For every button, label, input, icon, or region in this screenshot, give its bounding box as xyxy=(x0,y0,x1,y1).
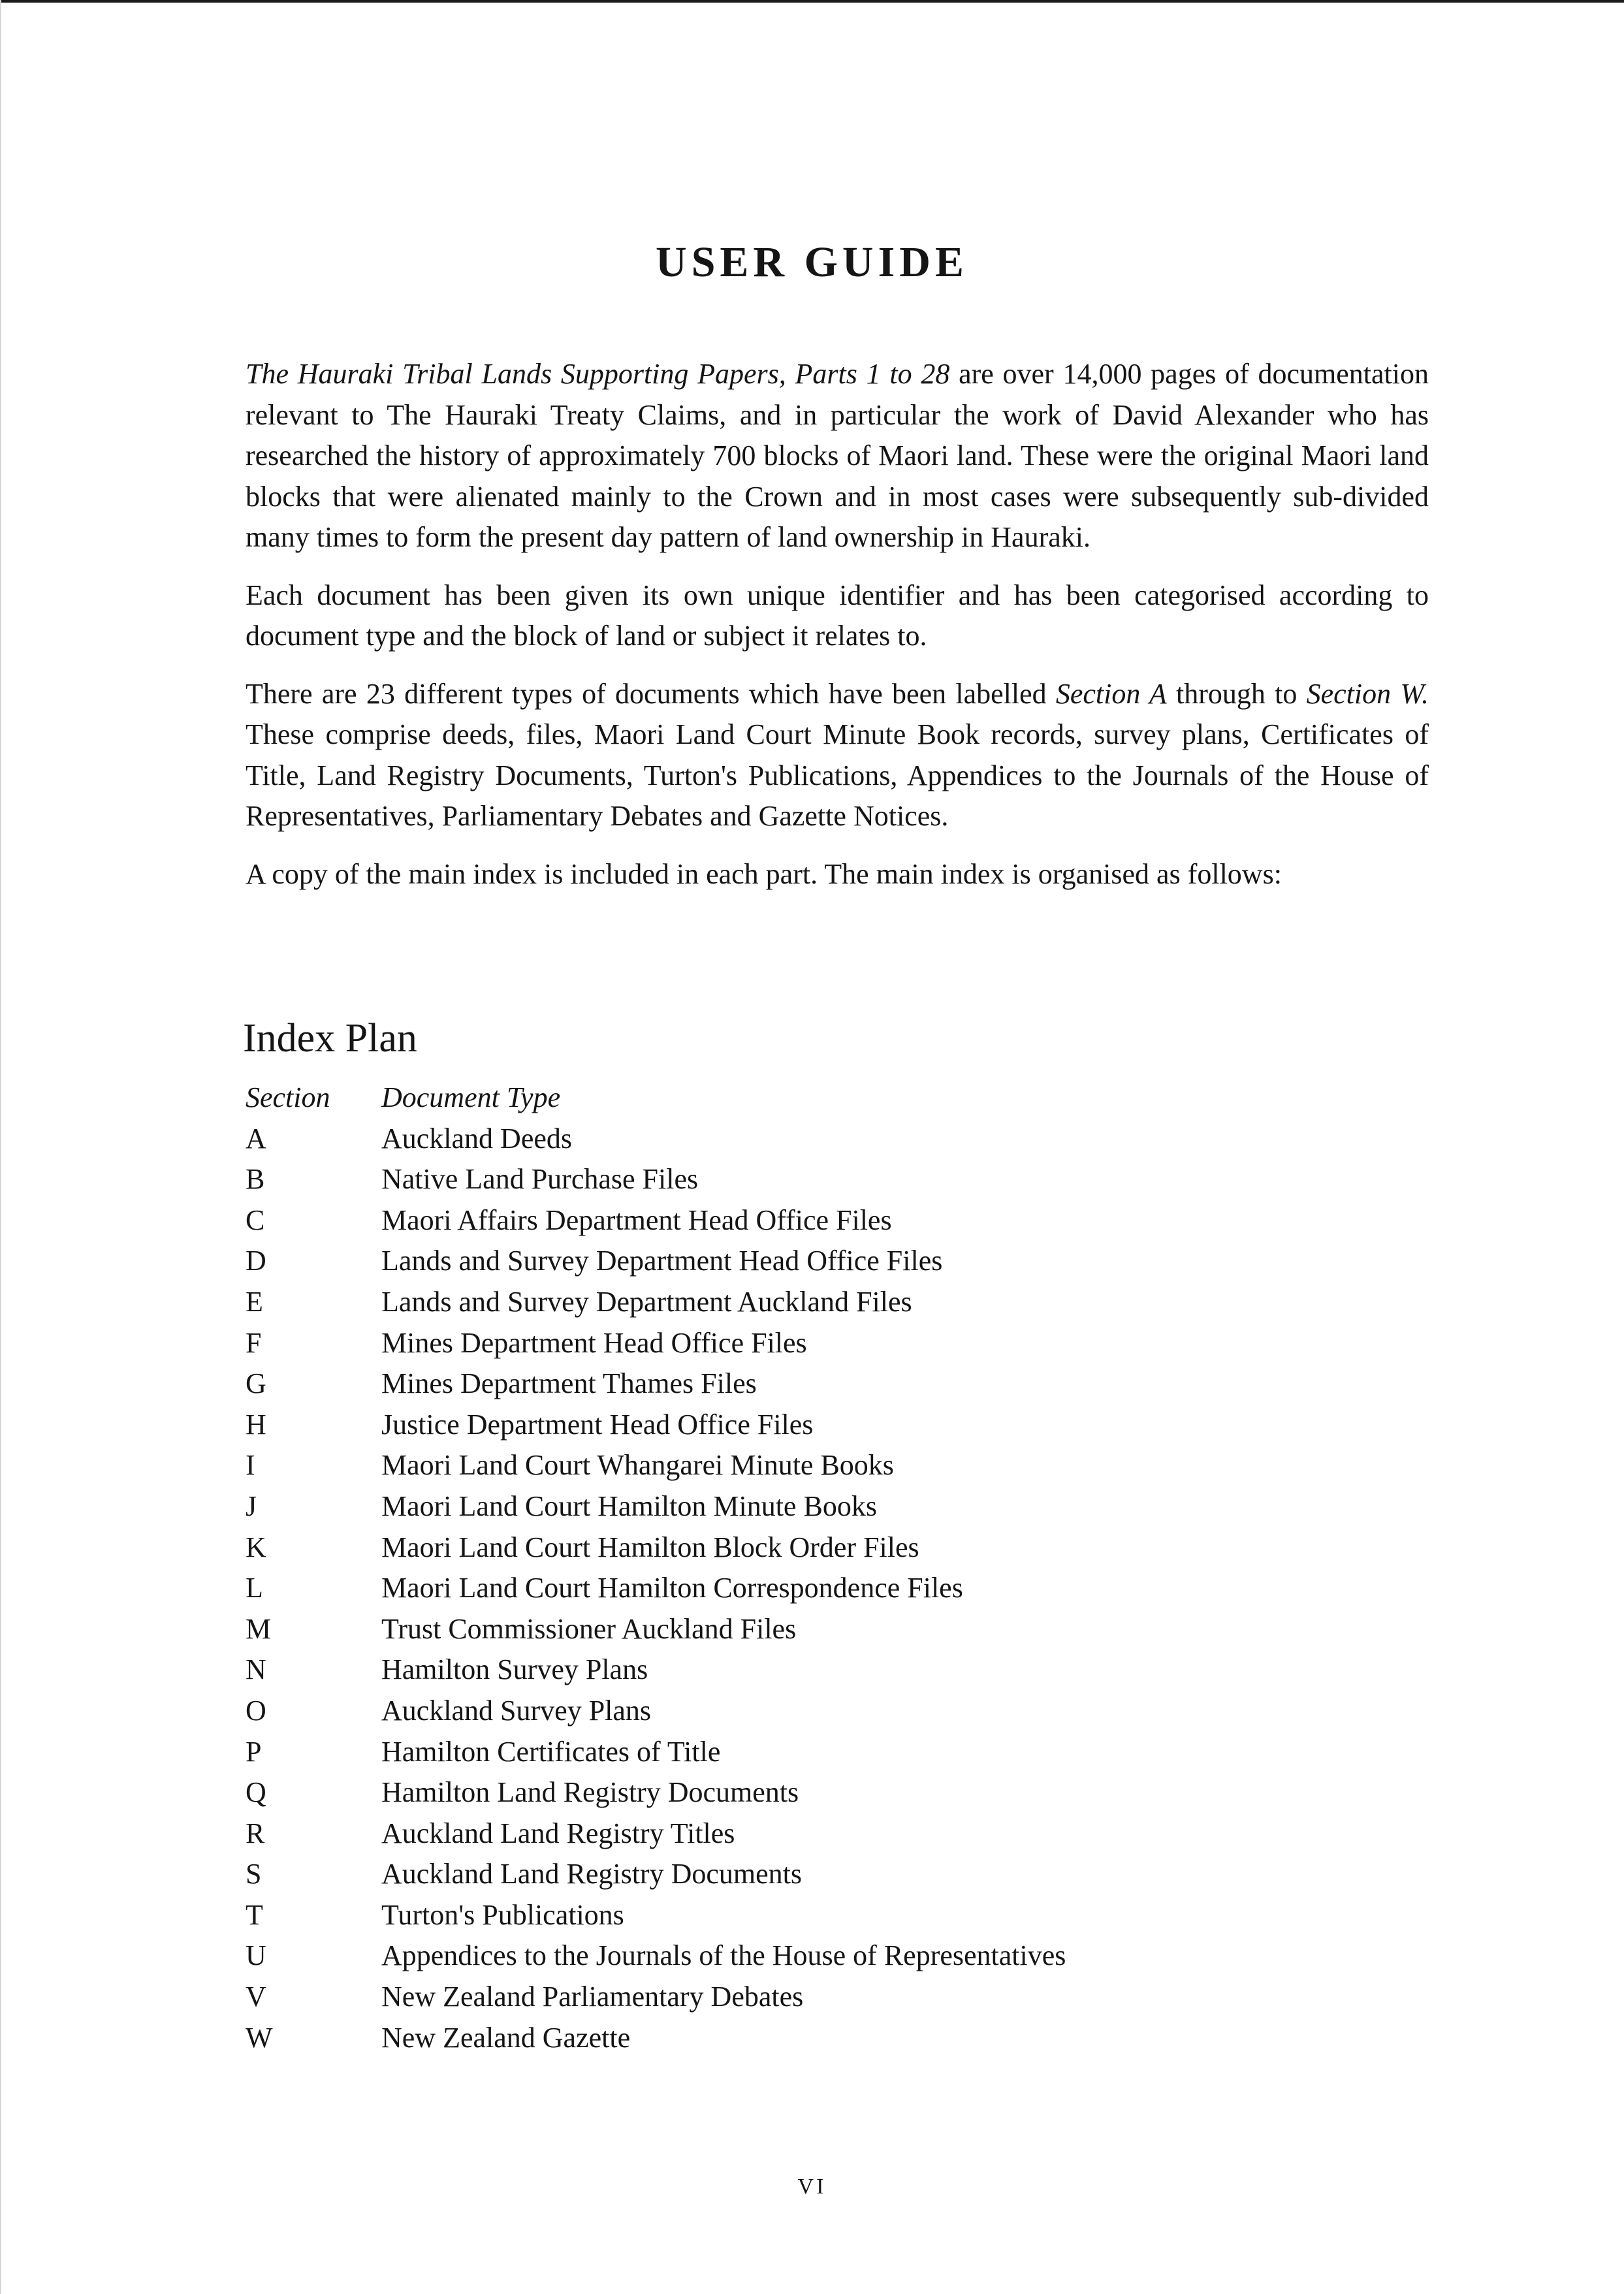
document-type: Auckland Survey Plans xyxy=(381,1694,652,1727)
publication-title: The Hauraki Tribal Lands Supporting Papers, Parts 1 to 28 xyxy=(246,358,950,390)
document-type: Maori Land Court Hamilton Block Order Files xyxy=(381,1531,919,1563)
section-column-header: Section xyxy=(246,1081,330,1113)
table-row xyxy=(246,1119,1290,1160)
section-letter: W xyxy=(246,2021,273,2054)
intro-paragraph-1 xyxy=(246,354,1429,558)
section-letter: H xyxy=(246,1408,266,1441)
table-row xyxy=(246,1977,1290,2018)
section-letter: C xyxy=(246,1203,265,1236)
document-type: Mines Department Head Office Files xyxy=(381,1326,807,1359)
document-type: Auckland Land Registry Titles xyxy=(381,1817,735,1849)
document-type: Hamilton Certificates of Title xyxy=(381,1735,721,1768)
table-row xyxy=(246,1241,1290,1282)
section-letter: K xyxy=(246,1531,266,1563)
section-letter: E xyxy=(246,1285,263,1318)
table-row xyxy=(246,2018,1290,2059)
table-row xyxy=(246,1649,1290,1691)
section-letter: P xyxy=(246,1735,262,1768)
section-letter: G xyxy=(246,1367,266,1400)
intro-text xyxy=(246,354,1429,912)
document-type: Maori Land Court Hamilton Minute Books xyxy=(381,1490,877,1522)
document-type: Turton's Publications xyxy=(381,1898,624,1931)
table-row xyxy=(246,1527,1290,1569)
document-type: Native Land Purchase Files xyxy=(381,1163,699,1196)
index-plan-heading: Index Plan xyxy=(243,1016,417,1060)
section-letter: U xyxy=(246,1939,266,1972)
document-type: Auckland Deeds xyxy=(381,1122,573,1155)
document-type: New Zealand Parliamentary Debates xyxy=(381,1981,804,2013)
section-letter: M xyxy=(246,1612,272,1645)
intro-paragraph-3-text-a: There are 23 different types of documents which have been labelled xyxy=(246,677,1056,710)
document-type: Mines Department Thames Files xyxy=(381,1367,757,1400)
intro-paragraph-2: Each document has been given its own unique identifier and has been categorised according to document type and the block of land or subject it relates to. xyxy=(246,579,1429,652)
index-plan-table xyxy=(246,1077,1290,2058)
intro-paragraph-3 xyxy=(246,674,1429,837)
page-title: USER GUIDE xyxy=(656,238,968,287)
document-type: Lands and Survey Department Head Office Files xyxy=(381,1245,943,1277)
intro-paragraph-1-text: are over 14,000 pages of documentation relevant to The Hauraki Treaty Claims, and in particular the work of David Alexander who has researched the history of approximately 700 blocks of Maori land. These were the original Maori land blocks that were alienated mainly to the Crown and in most cases were subsequently sub-divided many times to form the present day pattern of land ownership in Hauraki. xyxy=(246,358,1429,553)
table-row xyxy=(246,1282,1290,1323)
section-a-ref: Section A xyxy=(1055,677,1167,710)
document-type: New Zealand Gazette xyxy=(381,2021,631,2054)
table-row xyxy=(246,1772,1290,1813)
document-type: Appendices to the Journals of the House of Representatives xyxy=(381,1939,1066,1972)
table-row xyxy=(246,1813,1290,1855)
section-letter: A xyxy=(246,1122,266,1155)
document-type: Maori Land Court Hamilton Correspondence Files xyxy=(381,1572,963,1604)
section-letter: O xyxy=(246,1694,266,1727)
section-letter: I xyxy=(246,1449,255,1482)
section-letter: Q xyxy=(246,1776,266,1809)
document-type: Justice Department Head Office Files xyxy=(381,1408,814,1441)
table-row xyxy=(246,1936,1290,1977)
section-letter: N xyxy=(246,1653,266,1686)
document-type: Hamilton Land Registry Documents xyxy=(381,1776,799,1809)
document-type: Trust Commissioner Auckland Files xyxy=(381,1612,797,1645)
page-number: VI xyxy=(797,2175,827,2199)
section-letter: J xyxy=(246,1490,257,1522)
table-row xyxy=(246,1363,1290,1405)
intro-paragraph-3-text-b: through to xyxy=(1166,677,1307,710)
table-row xyxy=(246,1323,1290,1364)
table-row xyxy=(246,1405,1290,1446)
section-letter: F xyxy=(246,1326,262,1359)
section-letter: D xyxy=(246,1245,266,1277)
section-letter: R xyxy=(246,1817,265,1849)
document-type: Hamilton Survey Plans xyxy=(381,1653,648,1686)
intro-paragraph-4: A copy of the main index is included in each part. The main index is organised as follows: xyxy=(246,857,1282,890)
table-row xyxy=(246,1732,1290,1773)
section-letter: L xyxy=(246,1572,263,1604)
index-rows xyxy=(246,1119,1290,2059)
top-border-rule xyxy=(0,0,1624,3)
table-row xyxy=(246,1445,1290,1486)
table-row xyxy=(246,1568,1290,1609)
table-row xyxy=(246,1486,1290,1527)
table-row xyxy=(246,1691,1290,1732)
section-w-ref: Section W. xyxy=(1306,677,1429,710)
table-row xyxy=(246,1159,1290,1200)
section-letter: B xyxy=(246,1163,265,1196)
document-type: Auckland Land Registry Documents xyxy=(381,1858,802,1890)
left-scan-edge xyxy=(0,0,1,2294)
document-type: Maori Affairs Department Head Office Files xyxy=(381,1203,892,1236)
intro-paragraph-3-text-c: These comprise deeds, files, Maori Land Court Minute Book records, survey plans, Certificates of Title, Land Registry Documents, Turton's Publications, Appendices to the Journals of the House of Representatives, Parliamentary Debates and Gazette Notices. xyxy=(246,718,1429,832)
document-type: Lands and Survey Department Auckland Files xyxy=(381,1285,912,1318)
document-type-column-header: Document Type xyxy=(381,1081,561,1113)
section-letter: V xyxy=(246,1981,266,2013)
table-row xyxy=(246,1895,1290,1936)
table-row xyxy=(246,1854,1290,1895)
table-row xyxy=(246,1609,1290,1650)
section-letter: S xyxy=(246,1858,262,1890)
table-row xyxy=(246,1200,1290,1241)
index-table-header xyxy=(246,1077,1290,1119)
document-type: Maori Land Court Whangarei Minute Books xyxy=(381,1449,894,1482)
section-letter: T xyxy=(246,1898,263,1931)
